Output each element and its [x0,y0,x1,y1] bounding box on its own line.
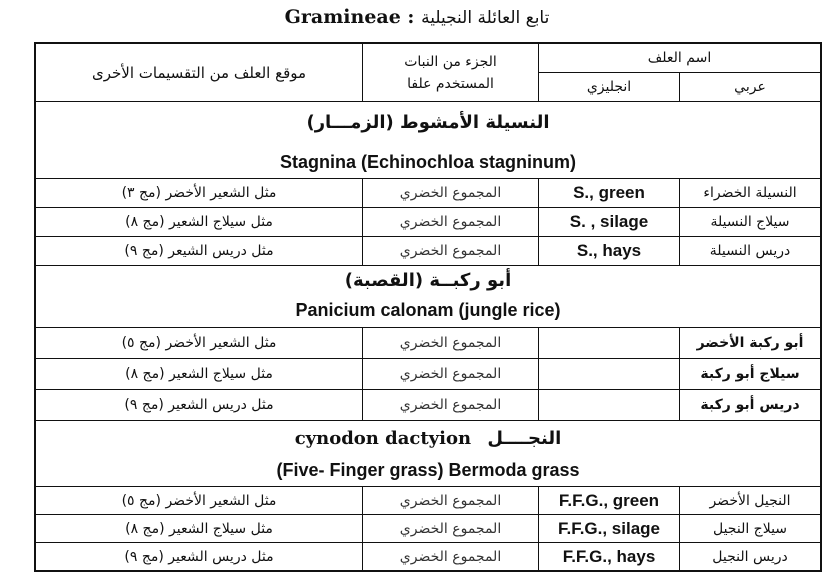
row-english: S., green [538,179,679,207]
row-arabic: دريس النجيل [679,543,820,570]
feed-table [34,42,822,572]
row-position: مثل الشعير الأخضر (مج ٥) [121,492,277,509]
header-part [362,44,538,101]
title-latin: Gramineae : [284,6,415,28]
row-arabic: أبو ركبة الأخضر [679,328,820,358]
row-arabic: النجيل الأخضر [679,487,820,514]
row-position: مثل دريس الشيعر (مج ٩) [124,243,274,259]
table-row [36,515,820,543]
header-subcols [539,73,820,101]
header-position: موقع العلف من التقسيمات الأخرى [91,63,307,82]
header-english: انجليزي [539,73,680,101]
row-part: المجموع الخضري [362,543,538,570]
row-part: المجموع الخضري [362,487,538,514]
header-feed-name [538,44,820,101]
row-position: مثل سيلاج الشعير (مج ٨) [125,214,273,230]
row-position: مثل دريس الشعير (مج ٩) [124,548,274,565]
row-position: مثل سيلاج الشعير (مج ٨) [125,366,273,382]
row-arabic: دريس أبو ركبة [679,390,820,420]
row-arabic: النسيلة الخضراء [679,179,820,207]
table-header [36,44,820,102]
table-row [36,487,820,515]
table-row [36,359,820,390]
row-english [538,359,679,389]
row-arabic: سيلاج أبو ركبة [679,359,820,389]
row-arabic: سيلاج النجيل [679,515,820,542]
row-english: S. , silage [538,208,679,236]
table-row [36,179,820,208]
table-row [36,328,820,359]
section-3-en-latin: cynodon dactyion [294,428,472,449]
section-3-title-line [36,428,820,449]
row-english: F.F.G., hays [538,543,679,570]
section-1-en-title: Stagnina (Echinochloa stagninum) [279,152,576,172]
table-row [36,390,820,421]
row-english: F.F.G., silage [538,515,679,542]
table-row [36,237,820,266]
section-1-ar-title: النسيلة الأمشوط (الزمـــار) [306,112,550,133]
page-title [0,6,834,28]
header-arabic: عربي [734,79,766,95]
row-part: المجموع الخضري [362,390,538,420]
section-3-ar-title: النجــــل [487,428,562,449]
header-part-line2: المستخدم علفا [407,75,494,92]
table-row [36,543,820,570]
section-2-ar-title: أبو ركبــة (القصبة) [344,270,512,291]
table-row [36,208,820,237]
row-position: مثل دريس الشعير (مج ٩) [124,397,274,413]
header-part-line1: الجزء من النبات [404,53,497,70]
row-part: المجموع الخضري [362,237,538,265]
row-part: المجموع الخضري [362,515,538,542]
row-part: المجموع الخضري [362,328,538,358]
row-position: مثل سيلاج الشعير (مج ٨) [125,520,273,537]
section-3-en-title: (Five- Finger grass) Bermoda grass [276,460,580,480]
section-2-en-title: Panicium calonam (jungle rice) [295,300,561,320]
row-part: المجموع الخضري [362,179,538,207]
row-part: المجموع الخضري [362,208,538,236]
title-arabic: تابع العائلة النجيلية [421,8,550,28]
row-arabic: سيلاج النسيلة [679,208,820,236]
header-feed-name-label: اسم العلف [539,44,820,73]
row-arabic: دريس النسيلة [679,237,820,265]
row-english: F.F.G., green [538,487,679,514]
row-english [538,328,679,358]
row-english [538,390,679,420]
row-part: المجموع الخضري [362,359,538,389]
row-position: مثل الشعير الأخضر (مج ٥) [121,335,277,351]
row-english: S., hays [538,237,679,265]
row-position: مثل الشعير الأخضر (مج ٣) [121,185,277,201]
